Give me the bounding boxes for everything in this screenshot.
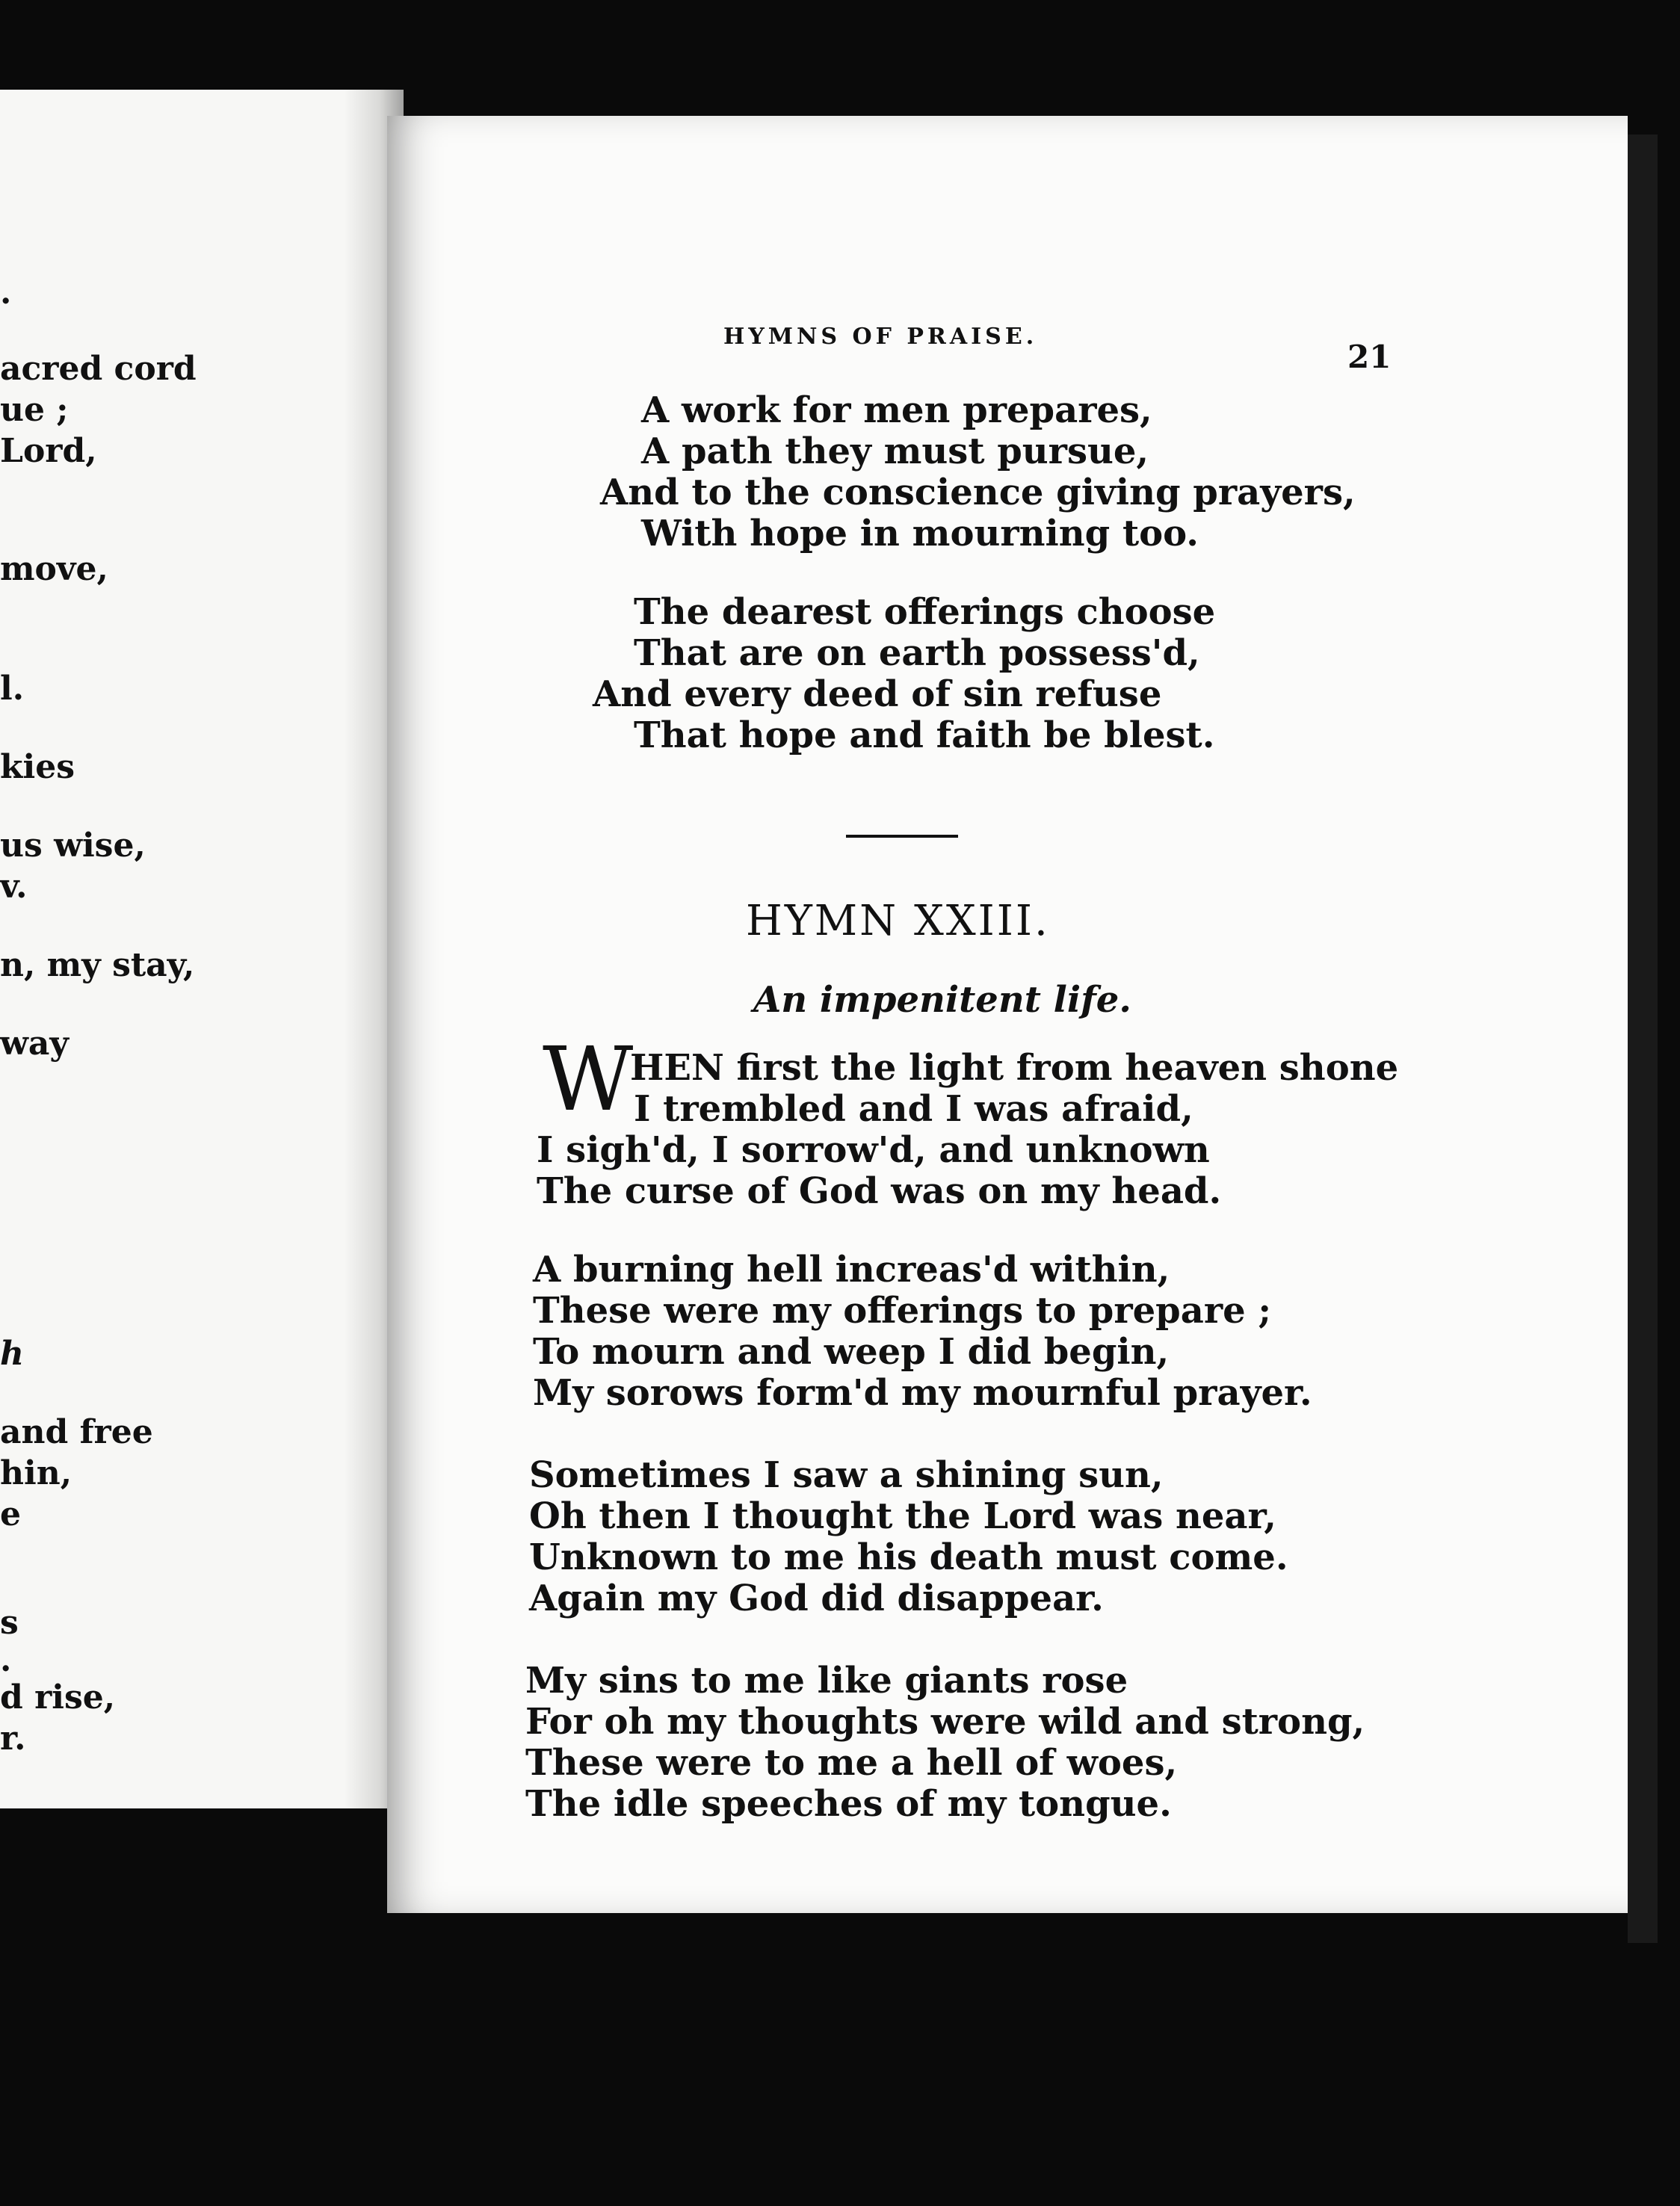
verse-line: Sometimes I saw a shining sun, <box>529 1454 1164 1496</box>
verse-line: And to the conscience giving prayers, <box>600 472 1356 513</box>
verse-line: Again my God did disappear. <box>529 1578 1104 1619</box>
verse-line: These were my offerings to prepare ; <box>533 1290 1272 1332</box>
left-line: us wise, <box>0 827 146 865</box>
left-line: move, <box>0 550 108 588</box>
hymn-title: HYMN XXIII. <box>746 897 1050 945</box>
verse-line: I trembled and I was afraid, <box>634 1088 1193 1130</box>
running-head: HYMNS OF PRAISE. <box>723 324 1038 350</box>
verse-line: A path they must pursue, <box>641 430 1149 472</box>
left-line: v. <box>0 868 28 906</box>
verse-line: Oh then I thought the Lord was near, <box>529 1495 1276 1537</box>
left-line: n, my stay, <box>0 946 195 984</box>
verse-line: The dearest offerings choose <box>634 591 1216 633</box>
left-line: way <box>0 1025 69 1063</box>
verse-line: With hope in mourning too. <box>641 513 1199 554</box>
left-line: ue ; <box>0 391 69 429</box>
right-page <box>387 116 1628 1913</box>
verse-line: My sins to me like giants rose <box>525 1660 1128 1702</box>
drop-cap: W <box>543 1028 634 1131</box>
left-line: r. <box>0 1720 26 1758</box>
verse-line: The curse of God was on my head. <box>537 1170 1222 1212</box>
verse-line: To mourn and weep I did begin, <box>533 1331 1170 1373</box>
verse-line: And every deed of sin refuse <box>593 673 1162 715</box>
verse-line: HEN first the light from heaven shone <box>630 1047 1399 1089</box>
left-page <box>0 90 404 1808</box>
left-line: l. <box>0 670 25 708</box>
left-line: kies <box>0 748 75 786</box>
verse-line: My sorows form'd my mournful prayer. <box>533 1372 1312 1414</box>
left-line: Lord, <box>0 432 97 470</box>
left-line: and free <box>0 1413 153 1451</box>
left-line: acred cord <box>0 350 197 388</box>
verse-line: For oh my thoughts were wild and strong, <box>525 1701 1365 1743</box>
left-line: s <box>0 1604 19 1642</box>
left-line: e <box>0 1495 21 1533</box>
verse-line: That hope and faith be blest. <box>634 714 1215 756</box>
verse-line: The idle speeches of my tongue. <box>525 1783 1172 1825</box>
book-edge <box>1628 135 1658 1943</box>
left-line: d rise, <box>0 1678 116 1717</box>
page-number: 21 <box>1347 339 1392 375</box>
verse-line: Unknown to me his death must come. <box>529 1536 1288 1578</box>
left-line: h <box>0 1335 24 1373</box>
verse-line: A work for men prepares, <box>641 389 1152 431</box>
verse-line: I sigh'd, I sorrow'd, and unknown <box>537 1129 1210 1171</box>
left-line: . <box>0 274 12 312</box>
verse-line: A burning hell increas'd within, <box>533 1249 1170 1291</box>
left-line: hin, <box>0 1454 72 1492</box>
left-line: . <box>0 1641 12 1679</box>
section-divider <box>846 835 958 838</box>
verse-line: That are on earth possess'd, <box>634 632 1200 674</box>
hymn-subtitle: An impenitent life. <box>753 979 1131 1021</box>
verse-line: These were to me a hell of woes, <box>525 1742 1178 1784</box>
